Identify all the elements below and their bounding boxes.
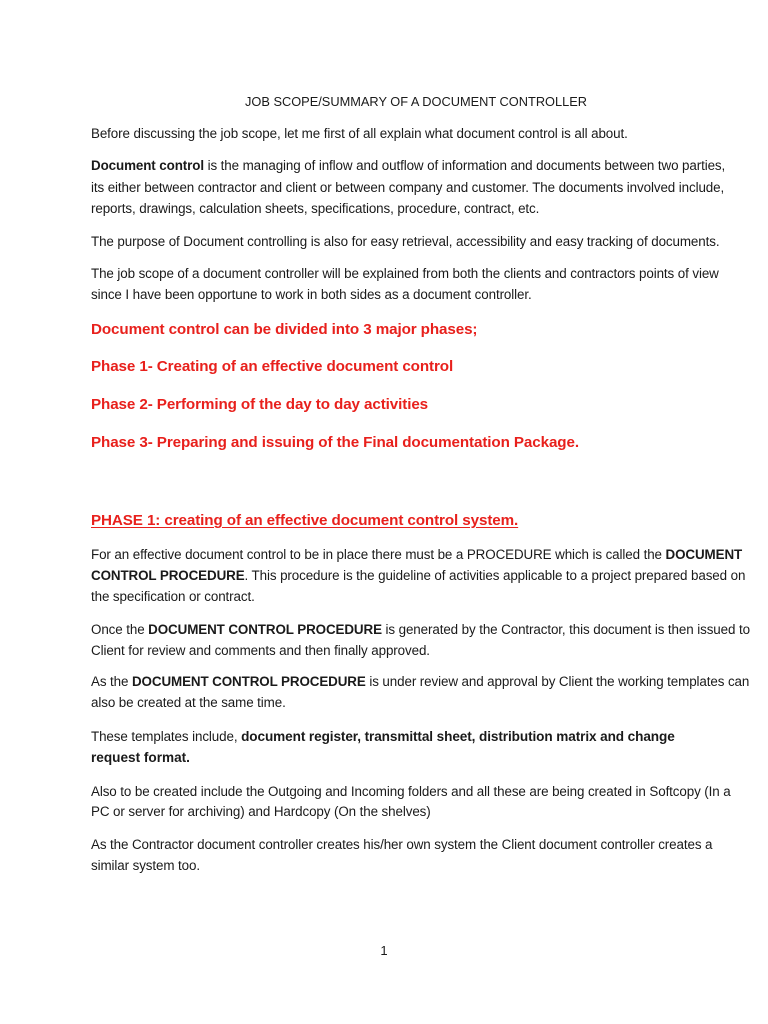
intro-paragraph: Before discussing the job scope, let me first of all explain what document control is all about.: [91, 126, 628, 141]
p2-line-2: Client for review and comments and then finally approved.: [91, 643, 430, 658]
p1-line-1: For an effective document control to be in place there must be a PROCEDURE which is called the DOCUMENT: [91, 547, 743, 562]
scope-line-2: since I have been opportune to work in both sides as a document controller.: [91, 287, 532, 302]
page-number: 1: [380, 943, 388, 958]
p6-line-2: similar system too.: [91, 858, 200, 873]
p5-line-2: PC or server for archiving) and Hardcopy (On the shelves): [91, 804, 431, 819]
phase-2-line: Phase 2- Performing of the day to day activities: [91, 396, 429, 413]
p1-line-2: CONTROL PROCEDURE. This procedure is the guideline of activities applicable to a project prepared based on: [91, 568, 746, 583]
purpose-paragraph: The purpose of Document controlling is also for easy retrieval, accessibility and easy tracking of documents.: [91, 234, 720, 249]
definition-line-2: its either between contractor and client or between company and customer. The documents involved include,: [91, 180, 725, 195]
p1-line-3: the specification or contract.: [91, 589, 255, 604]
p6-line-1: As the Contractor document controller creates his/her own system the Client document controller creates a: [91, 837, 713, 852]
definition-text: is the managing of inflow and outflow of information and documents between two parties,: [203, 158, 726, 173]
definition-line-1: [91, 158, 725, 173]
p5-line-1: Also to be created include the Outgoing and Incoming folders and all these are being created in Softcopy (In a: [91, 784, 731, 799]
p2-line-1: Once the DOCUMENT CONTROL PROCEDURE is generated by the Contractor, this document is then issued to: [91, 622, 750, 637]
p3-line-2: also be created at the same time.: [91, 695, 286, 710]
phase-3-line: Phase 3- Preparing and issuing of the Final documentation Package.: [91, 434, 579, 451]
phases-intro: Document control can be divided into 3 major phases;: [91, 321, 478, 338]
definition-line-3: reports, drawings, calculation sheets, specifications, procedure, contract, etc.: [91, 201, 540, 216]
section-heading: PHASE 1: creating of an effective document control system.: [91, 512, 519, 529]
p3-line-1: As the DOCUMENT CONTROL PROCEDURE is under review and approval by Client the working templates can: [91, 674, 750, 689]
document-title: JOB SCOPE/SUMMARY OF A DOCUMENT CONTROLLER: [245, 94, 588, 109]
p4-line-2: request format.: [91, 750, 190, 765]
phase-1-line: Phase 1- Creating of an effective document control: [91, 358, 454, 375]
definition-term: Document control: [91, 158, 204, 173]
scope-line-1: The job scope of a document controller will be explained from both the clients and contractors points of view: [91, 266, 719, 281]
p4-line-1: These templates include, document register, transmittal sheet, distribution matrix and change: [91, 729, 675, 744]
